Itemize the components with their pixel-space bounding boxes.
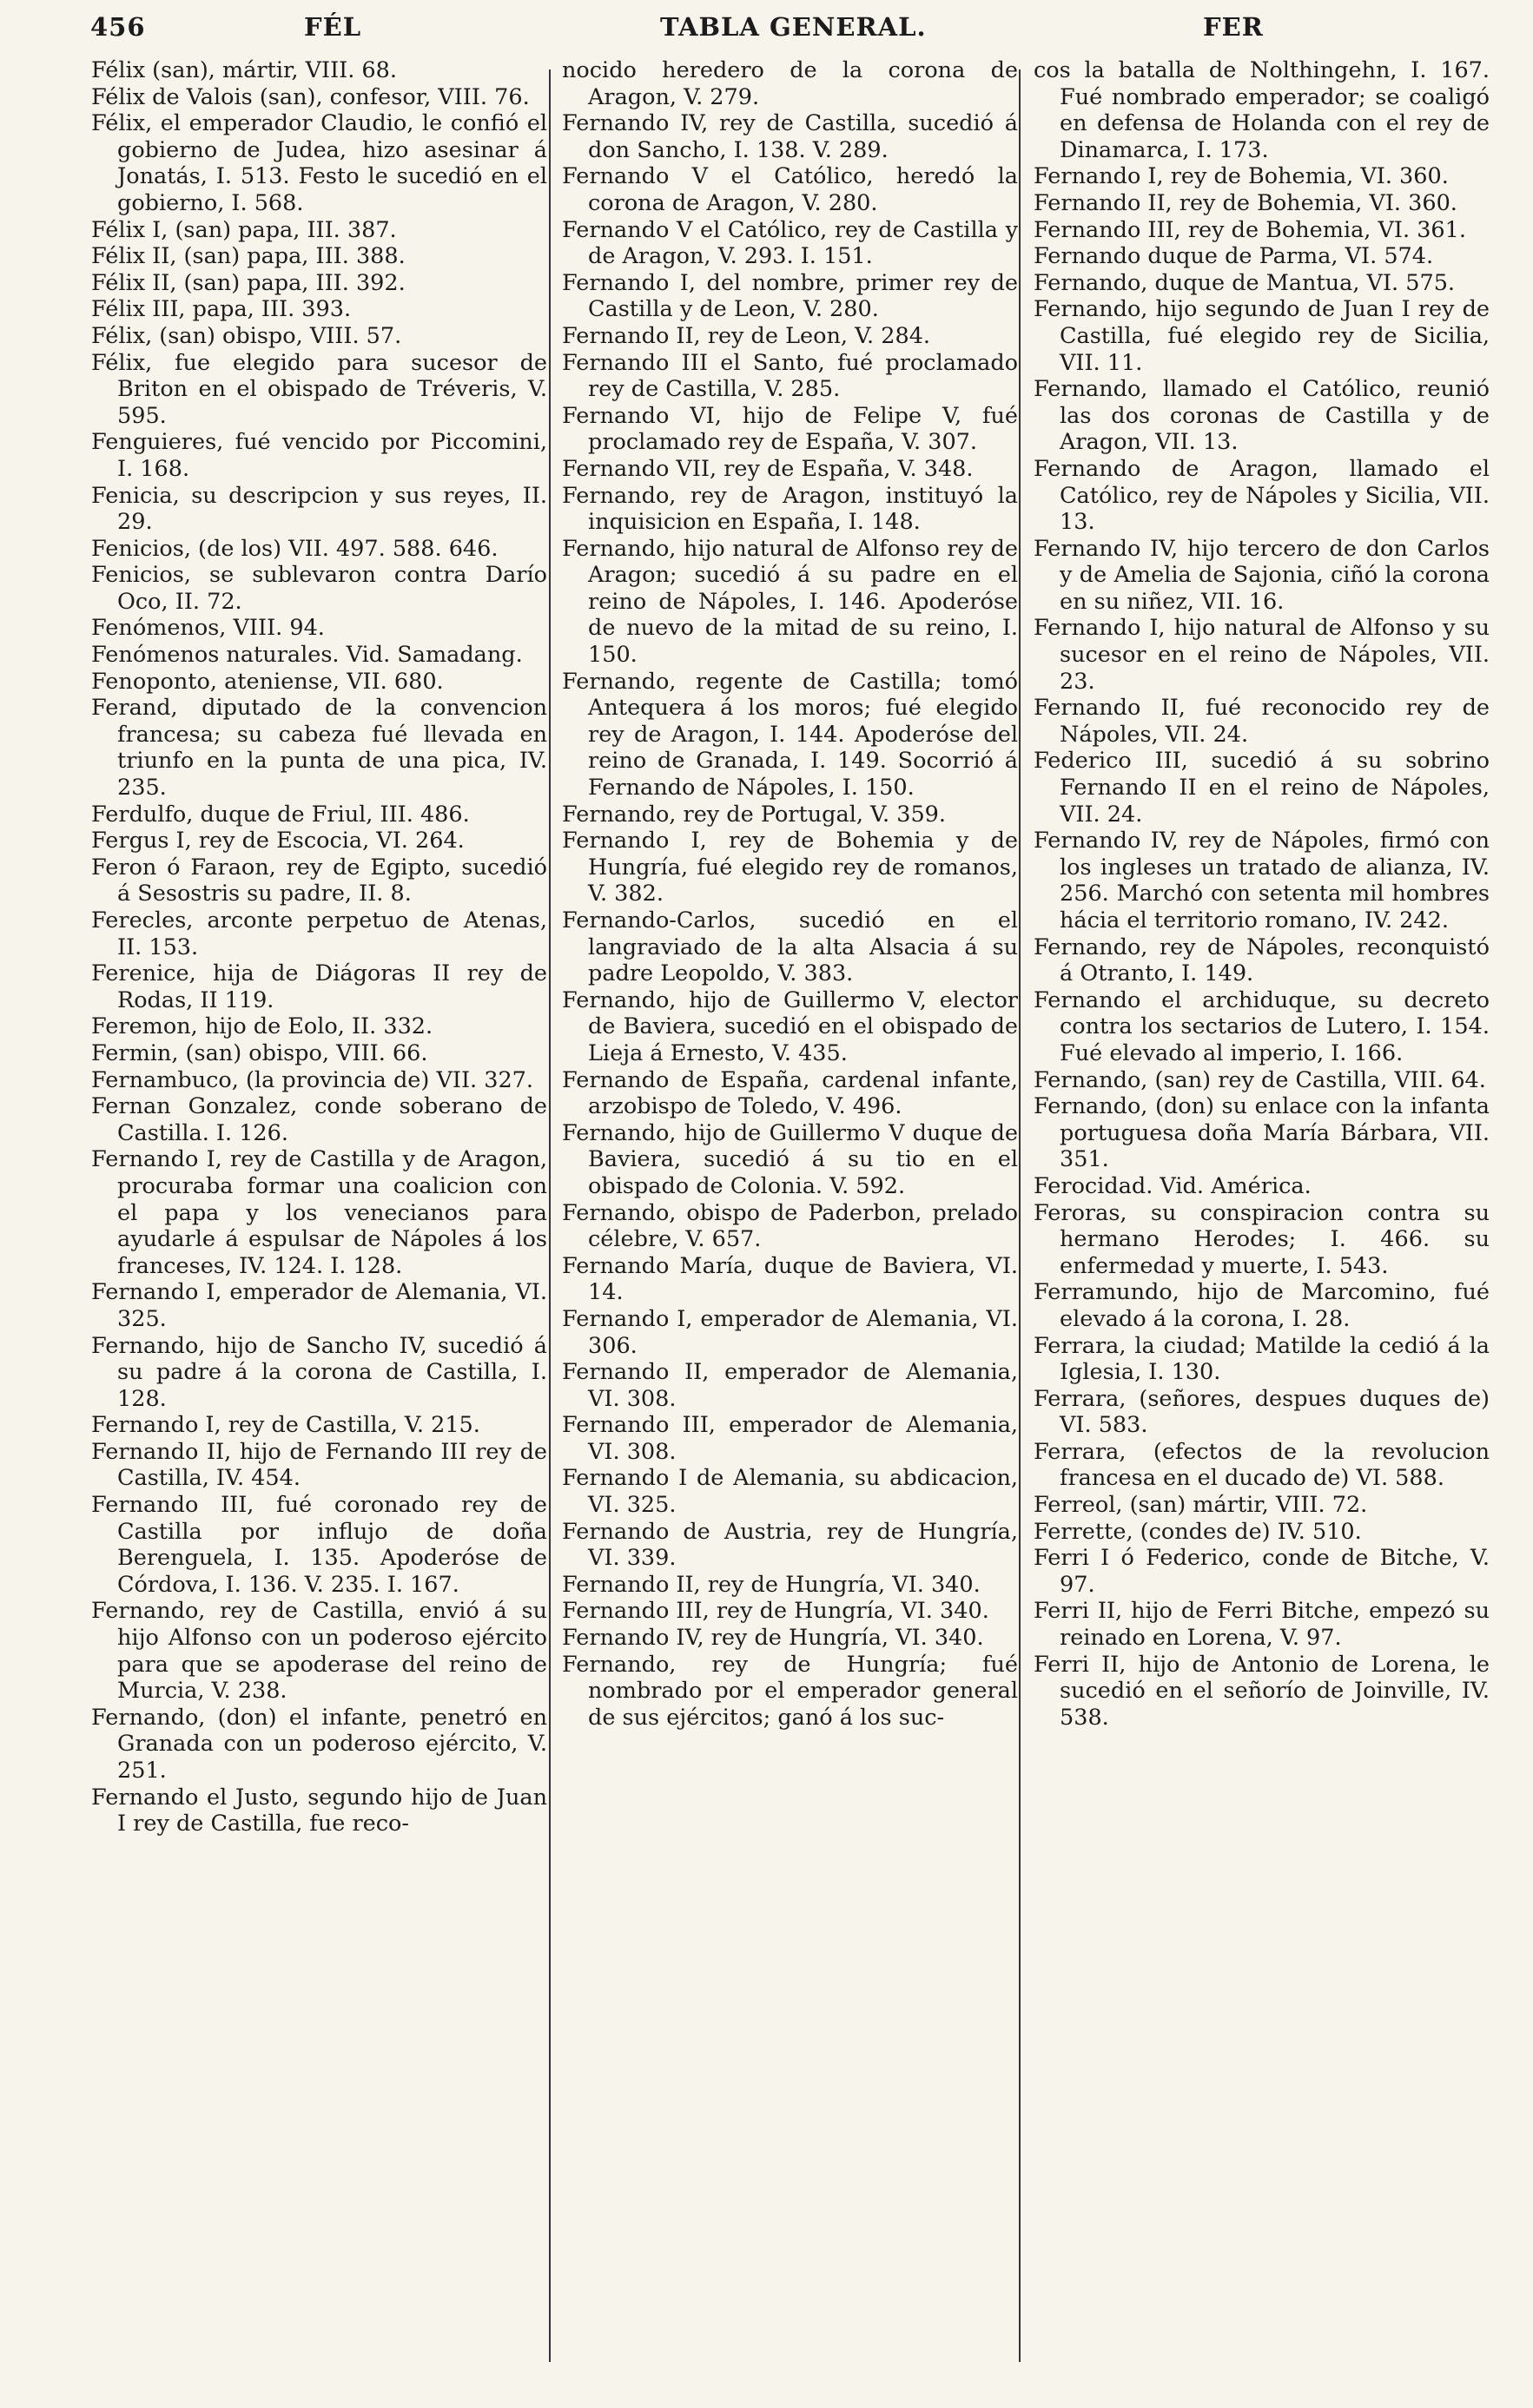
index-entry: Fernando de Austria, rey de Hungría, VI. 339. xyxy=(562,1518,1018,1572)
index-entry: Ferrara, la ciudad; Matilde la cedió á la Iglesia, I. 130. xyxy=(1034,1332,1490,1386)
index-entry: Fernando VI, hijo de Felipe V, fué proclamado rey de España, V. 307. xyxy=(562,402,1018,456)
index-entry: Fernando I, rey de Bohemia y de Hungría, fué elegido rey de romanos, V. 382. xyxy=(562,828,1018,907)
index-entry: Félix III, papa, III. 393. xyxy=(91,296,352,323)
index-entry: Fernando, hijo de Guillermo V, elector de Baviera, sucedió en el obispado de Lieja á Ernesto, V. 435. xyxy=(562,986,1018,1066)
index-entry: Ferri II, hijo de Ferri Bitche, empezó su reinado en Lorena, V. 97. xyxy=(1034,1598,1490,1652)
index-entry: Fernando I, emperador de Alemania, VI. 325. xyxy=(91,1279,547,1332)
index-entry: Félix (san), mártir, VIII. 68. xyxy=(91,57,397,83)
index-entry: Ferocidad. Vid. América. xyxy=(1034,1172,1312,1199)
index-entry: Fernando-Carlos, sucedió en el langraviado de la alta Alsacia á su padre Leopoldo, V. 383. xyxy=(562,907,1018,987)
index-entry: Ferrara, (señores, despues duques de) VI. 583. xyxy=(1034,1385,1490,1439)
index-entry: Félix de Valois (san), confesor, VIII. 76. xyxy=(91,83,530,110)
index-entry: Fernando, hijo de Guillermo V duque de Baviera, sucedió á su tio en el obispado de Colonia. V. 592. xyxy=(562,1119,1018,1199)
column-1 xyxy=(91,57,547,1837)
index-entry: Fernando, rey de Nápoles, reconquistó á Otranto, I. 149. xyxy=(1034,934,1490,987)
index-entry: Fernando, hijo natural de Alfonso rey de Aragon; sucedió á su padre en el reino de Nápoles, I. 146. Apoderóse de nuevo de la mitad de su reino, I. 150. xyxy=(562,535,1018,669)
index-entry: Fernando de Aragon, llamado el Católico, rey de Nápoles y Sicilia, VII. 13. xyxy=(1034,455,1490,536)
index-entry: Fernando IV, rey de Nápoles, firmó con los ingleses un tratado de alianza, IV. 256. Marchó con setenta mil hombres hácia el territorio romano, IV. 242. xyxy=(1034,828,1490,934)
index-entry: Federico III, sucedió á su sobrino Fernando II en el reino de Nápoles, VII. 24. xyxy=(1034,748,1490,828)
index-entry: Fernando, rey de Aragon, instituyó la inquisicion en España, I. 148. xyxy=(562,482,1018,536)
index-entry: Fernando, (don) el infante, penetró en Granada con un poderoso ejército, V. 251. xyxy=(91,1704,547,1784)
index-entry: Fernando II, hijo de Fernando III rey de Castilla, IV. 454. xyxy=(91,1438,547,1492)
index-entry: Ferecles, arconte perpetuo de Atenas, II. 153. xyxy=(91,907,547,960)
index-entry: Fernambuco, (la provincia de) VII. 327. xyxy=(91,1066,534,1093)
index-entry: cos la batalla de Nolthingehn, I. 167. Fué nombrado emperador; se coaligó en defensa de Holanda con el rey de Dinamarca, I. 173. xyxy=(1034,57,1490,163)
index-entry: Ferri I ó Federico, conde de Bitche, V. 97. xyxy=(1034,1545,1490,1598)
index-entry: Fergus I, rey de Escocia, VI. 264. xyxy=(91,828,465,854)
index-entry: Fernando I, hijo natural de Alfonso y su sucesor en el reino de Nápoles, VII. 23. xyxy=(1034,615,1490,695)
index-entry: Fernando II, rey de Leon, V. 284. xyxy=(562,322,931,349)
index-entry: Ferenice, hija de Diágoras II rey de Rodas, II 119. xyxy=(91,960,547,1013)
index-entry: Fenicia, su descripcion y sus reyes, II. 29. xyxy=(91,482,547,536)
index-entry: Ferrara, (efectos de la revolucion francesa en el ducado de) VI. 588. xyxy=(1034,1438,1490,1492)
index-entry: Fernando, (san) rey de Castilla, VIII. 64. xyxy=(1034,1066,1486,1093)
index-entry: Fernando III, rey de Bohemia, VI. 361. xyxy=(1034,216,1466,243)
index-entry: Fernando, regente de Castilla; tomó Antequera á los moros; fué elegido rey de Aragon, I. 144. Apoderóse del reino de Granada, I. 149. Socorrió á Fernando de Nápoles, I. 150. xyxy=(562,668,1018,802)
index-entry: Fernando I, rey de Castilla, V. 215. xyxy=(91,1412,480,1439)
column-divider xyxy=(1019,69,1021,2362)
index-entry: Fernan Gonzalez, conde soberano de Castilla. I. 126. xyxy=(91,1093,547,1146)
index-entry: Fernando V el Católico, rey de Castilla y de Aragon, V. 293. I. 151. xyxy=(562,216,1018,270)
index-entry: Fenicios, (de los) VII. 497. 588. 646. xyxy=(91,535,499,562)
index-entry: Félix I, (san) papa, III. 387. xyxy=(91,216,397,243)
index-entry: Fernando IV, rey de Castilla, sucedió á don Sancho, I. 138. V. 289. xyxy=(562,110,1018,163)
index-entry: Fernando IV, hijo tercero de don Carlos y de Amelia de Sajonia, ciñó la corona en su niñez, VII. 16. xyxy=(1034,535,1490,615)
index-entry: Feron ó Faraon, rey de Egipto, sucedió á Sesostris su padre, II. 8. xyxy=(91,854,547,907)
index-entry: Fernando I, emperador de Alemania, VI. 306. xyxy=(562,1305,1018,1359)
page-number: 456 xyxy=(90,12,146,42)
index-entry: Ferand, diputado de la convencion francesa; su cabeza fué llevada en triunfo en la punta de una pica, IV. 235. xyxy=(91,695,547,802)
index-entry: Fernando II, rey de Hungría, VI. 340. xyxy=(562,1571,981,1598)
index-entry: Fernando, llamado el Católico, reunió las dos coronas de Castilla y de Aragon, VII. 13. xyxy=(1034,376,1490,456)
index-entry: Fernando, rey de Portugal, V. 359. xyxy=(562,801,947,828)
index-entry: Fenoponto, ateniense, VII. 680. xyxy=(91,668,444,695)
index-entry: Félix, fue elegido para sucesor de Briton en el obispado de Tréveris, V. 595. xyxy=(91,349,547,429)
column-2 xyxy=(562,57,1018,1731)
index-entry: Feroras, su conspiracion contra su hermano Herodes; I. 466. su enfermedad y muerte, I. 543. xyxy=(1034,1199,1490,1279)
index-entry: Fernando el Justo, segundo hijo de Juan I rey de Castilla, fue reco- xyxy=(91,1784,547,1837)
page-title: TABLA GENERAL. xyxy=(660,12,927,42)
index-entry: Ferrette, (condes de) IV. 510. xyxy=(1034,1518,1362,1545)
index-entry: Fernando II, fué reconocido rey de Nápoles, VII. 24. xyxy=(1034,695,1490,748)
index-entry: Fernando I, rey de Bohemia, VI. 360. xyxy=(1034,163,1449,190)
index-entry: Ferri II, hijo de Antonio de Lorena, le sucedió en el señorío de Joinville, IV. 538. xyxy=(1034,1651,1490,1731)
index-entry: Ferreol, (san) mártir, VIII. 72. xyxy=(1034,1492,1368,1519)
index-entry: Fenómenos, VIII. 94. xyxy=(91,615,325,642)
index-entry: Fermin, (san) obispo, VIII. 66. xyxy=(91,1039,428,1066)
index-entry: Fenicios, se sublevaron contra Darío Oco, II. 72. xyxy=(91,562,547,615)
index-entry: Fernando, (don) su enlace con la infanta portuguesa doña María Bárbara, VII. 351. xyxy=(1034,1093,1490,1173)
index-entry: Fernando, duque de Mantua, VI. 575. xyxy=(1034,269,1456,296)
index-entry: Ferdulfo, duque de Friul, III. 486. xyxy=(91,801,470,828)
index-entry: Fernando I, rey de Castilla y de Aragon, procuraba formar una coalicion con el papa y los venecianos para ayudarle á espulsar de Nápoles á los franceses, IV. 124. I. 128. xyxy=(91,1146,547,1279)
column-divider xyxy=(549,69,551,2362)
index-entry: Feremon, hijo de Eolo, II. 332. xyxy=(91,1013,433,1040)
index-entry: Fernando IV, rey de Hungría, VI. 340. xyxy=(562,1625,984,1652)
index-entry: Fernando II, rey de Bohemia, VI. 360. xyxy=(1034,189,1457,216)
index-entry: Fernando VII, rey de España, V. 348. xyxy=(562,455,974,482)
index-entry: Fenómenos naturales. Vid. Samadang. xyxy=(91,642,523,669)
index-entry: Fernando el archiduque, su decreto contra los sectarios de Lutero, I. 154. Fué elevado al imperio, I. 166. xyxy=(1034,986,1490,1066)
index-entry: Fenguieres, fué vencido por Piccomini, I. 168. xyxy=(91,429,547,482)
index-entry: Fernando II, emperador de Alemania, VI. 308. xyxy=(562,1359,1018,1412)
index-entry: Fernando de España, cardenal infante, arzobispo de Toledo, V. 496. xyxy=(562,1066,1018,1120)
index-entry: Fernando III, rey de Hungría, VI. 340. xyxy=(562,1598,989,1625)
index-entry: Félix, (san) obispo, VIII. 57. xyxy=(91,322,402,349)
index-entry: Fernando duque de Parma, VI. 574. xyxy=(1034,243,1434,270)
index-entry: Félix II, (san) papa, III. 392. xyxy=(91,269,406,296)
index-entry: Fernando I, del nombre, primer rey de Castilla y de Leon, V. 280. xyxy=(562,269,1018,323)
index-entry: Fernando V el Católico, heredó la corona de Aragon, V. 280. xyxy=(562,163,1018,216)
index-entry: Félix II, (san) papa, III. 388. xyxy=(91,243,406,270)
index-entry: Fernando, rey de Hungría; fué nombrado por el emperador general de sus ejércitos; ganó á los suc- xyxy=(562,1651,1018,1731)
right-guide-term: FER xyxy=(1203,12,1264,42)
index-entry: Fernando, obispo de Paderbon, prelado célebre, V. 657. xyxy=(562,1199,1018,1253)
page-header xyxy=(0,12,1533,56)
index-entry: Ferramundo, hijo de Marcomino, fué elevado á la corona, I. 28. xyxy=(1034,1279,1490,1332)
index-entry: Fernando María, duque de Baviera, VI. 14. xyxy=(562,1252,1018,1306)
index-entry: Fernando, rey de Castilla, envió á su hijo Alfonso con un poderoso ejército para que se apoderase del reino de Murcia, V. 238. xyxy=(91,1598,547,1705)
left-guide-term: FÉL xyxy=(304,12,362,42)
index-entry: Fernando, hijo de Sancho IV, sucedió á su padre á la corona de Castilla, I. 128. xyxy=(91,1332,547,1412)
index-entry: Fernando III el Santo, fué proclamado rey de Castilla, V. 285. xyxy=(562,349,1018,403)
column-3 xyxy=(1034,57,1490,1731)
index-entry: nocido heredero de la corona de Aragon, V. 279. xyxy=(562,57,1018,110)
index-entry: Fernando, hijo segundo de Juan I rey de Castilla, fué elegido rey de Sicilia, VII. 11. xyxy=(1034,296,1490,376)
index-entry: Félix, el emperador Claudio, le confió el gobierno de Judea, hizo asesinar á Jonatás, I. 513. Festo le sucedió en el gobierno, I. 568. xyxy=(91,110,547,216)
index-entry: Fernando III, emperador de Alemania, VI. 308. xyxy=(562,1412,1018,1465)
index-entry: Fernando I de Alemania, su abdicacion, VI. 325. xyxy=(562,1465,1018,1519)
index-entry: Fernando III, fué coronado rey de Castilla por influjo de doña Berenguela, I. 135. Apoderóse de Córdova, I. 136. V. 235. I. 167. xyxy=(91,1492,547,1598)
